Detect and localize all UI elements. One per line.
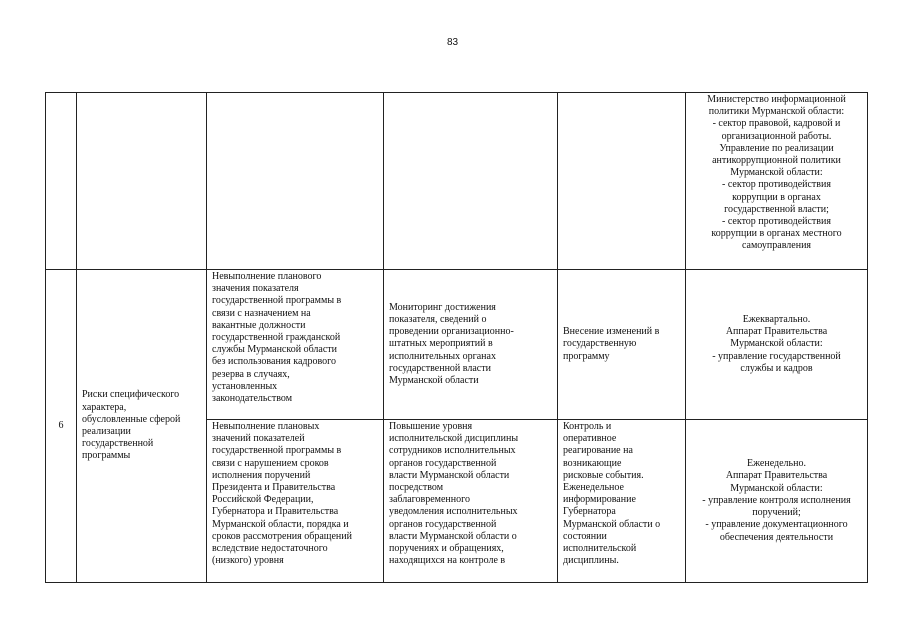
- cell-executor-1: Ежеквартально. Аппарат Правительства Мурманской области: - управление государственной службы и кадров: [686, 270, 868, 420]
- risk-table: [45, 92, 868, 583]
- cell-executor-2: Еженедельно. Аппарат Правительства Мурманской области: - управление контроля исполнения поручений; - управление документационного обеспечения деятельности: [686, 420, 868, 583]
- table-row-risk-6-a: [46, 270, 868, 420]
- cell-executor-continuation: Министерство информационной политики Мурманской области: - сектор правовой, кадровой и организационной работы. Управление по реализации антикоррупционной политики Мурманской области: - сектор противодействия коррупции в органах государственной власти; - сектор противодействия коррупции в органах местного самоуправления: [686, 93, 868, 270]
- cell-consequence-2: Невыполнение плановых значений показателей государственной программы в связи с нарушением сроков исполнения поручений Президента и Правительства Российской Федерации, Губернатора и Правительства Мурманской области, порядка и сроков рассмотрения обращений вследствие недостаточного (низкого) уровня: [207, 420, 384, 583]
- cell-measures-empty: [384, 93, 558, 270]
- cell-risk-empty: [77, 93, 207, 270]
- page-number: 83: [446, 37, 459, 48]
- cell-risk-name: Риски специфического характера, обусловленные сферой реализации государственной программы: [77, 270, 207, 583]
- cell-response-1: Внесение изменений в государственную программу: [558, 270, 686, 420]
- cell-number-empty: [46, 93, 77, 270]
- cell-response-2: Контроль и оперативное реагирование на возникающие рисковые события. Еженедельное информирование Губернатора Мурманской области о состоянии исполнительской дисциплины.: [558, 420, 686, 583]
- cell-row-number: 6: [46, 270, 77, 583]
- table-row-continuation: [46, 93, 868, 270]
- cell-measures-1: Мониторинг достижения показателя, сведений о проведении организационно- штатных мероприятий в исполнительных органах государственной власти Мурманской области: [384, 270, 558, 420]
- cell-response-empty: [558, 93, 686, 270]
- cell-measures-2: Повышение уровня исполнительской дисциплины сотрудников исполнительных органов государственной власти Мурманской области посредством заблаговременного уведомления исполнительных органов государственной власти Мурманской области о поручениях и обращениях, находящихся на контроле в: [384, 420, 558, 583]
- cell-consequence-empty: [207, 93, 384, 270]
- cell-consequence-1: Невыполнение планового значения показателя государственной программы в связи с назначением на вакантные должности государственной гражданской службы Мурманской области без использования кадрового резерва в случаях, установленных законодательством: [207, 270, 384, 420]
